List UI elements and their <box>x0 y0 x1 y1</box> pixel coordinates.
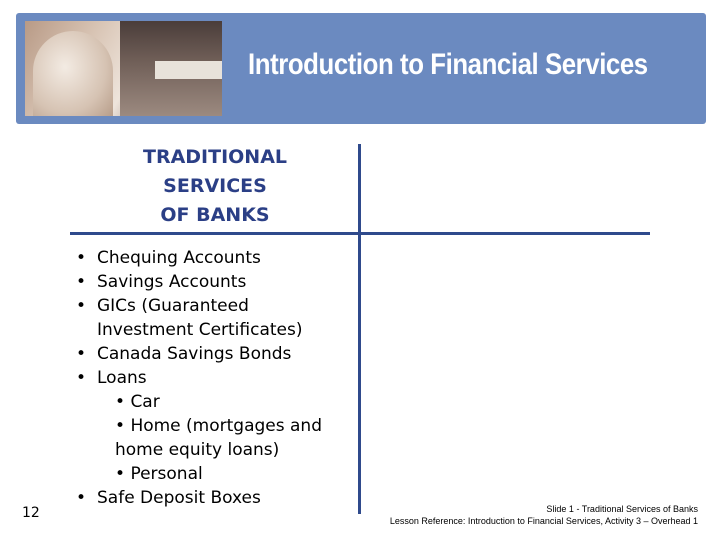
bullet: • <box>76 368 87 388</box>
bullet: • <box>76 296 87 316</box>
page-number: 12 <box>22 505 40 521</box>
list-item: • GICs (Guaranteed <box>76 296 249 316</box>
section-heading <box>90 143 340 230</box>
list-item-continued: Investment Certificates) <box>97 320 303 340</box>
horizontal-divider <box>70 232 650 235</box>
slide-footer <box>390 503 698 527</box>
list-item: • Chequing Accounts <box>76 248 261 268</box>
vertical-divider <box>358 144 361 514</box>
sub-list-item: • Personal <box>115 464 203 484</box>
banner-title: Introduction to Financial Services <box>248 48 648 81</box>
heading-line-3: OF BANKS <box>160 204 270 226</box>
list-item: • Safe Deposit Boxes <box>76 488 261 508</box>
bullet: • <box>76 248 87 268</box>
services-list <box>76 246 322 510</box>
photo-desk <box>155 61 222 79</box>
list-item: • Canada Savings Bonds <box>76 344 292 364</box>
list-item: • Savings Accounts <box>76 272 247 292</box>
lesson-reference: Lesson Reference: Introduction to Financial Services, Activity 3 – Overhead 1 <box>389 516 698 526</box>
banner-photo <box>25 21 222 116</box>
bullet: • <box>76 344 87 364</box>
sub-list-item: • Home (mortgages and <box>115 416 322 436</box>
heading-line-1: TRADITIONAL <box>142 146 288 168</box>
heading-line-2: SERVICES <box>163 175 267 197</box>
sub-list-item: • Car <box>115 392 160 412</box>
bullet: • <box>76 272 87 292</box>
slide-title: Slide 1 - Traditional Services of Banks <box>546 504 698 514</box>
bullet: • <box>76 488 87 508</box>
list-item: • Loans <box>76 368 147 388</box>
sub-list-item-continued: home equity loans) <box>115 440 280 460</box>
photo-person <box>33 31 113 116</box>
